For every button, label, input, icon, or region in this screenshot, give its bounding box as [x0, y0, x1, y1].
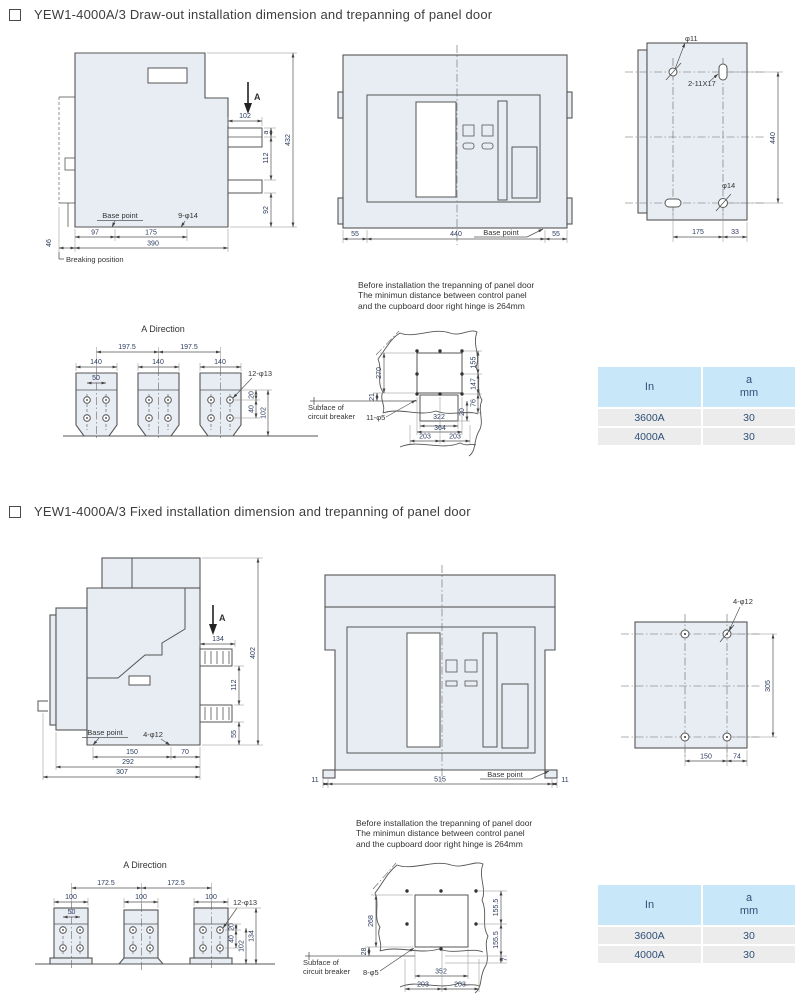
- a-direction-title: A Direction: [123, 860, 167, 870]
- dim-a: a: [263, 130, 270, 135]
- dim-102: 102: [239, 113, 251, 120]
- section-drawout-title: [8, 7, 492, 22]
- dim-364: 364: [434, 425, 446, 432]
- dim-70: 70: [181, 749, 189, 756]
- dim-292: 292: [122, 759, 134, 766]
- checkbox-icon: [9, 506, 21, 518]
- dim-55-left: 55: [351, 231, 359, 238]
- note-line-3: and the cupboard door right hinge is 264mm: [358, 300, 525, 311]
- dim-102: 102: [260, 407, 268, 419]
- dim-100-2: 100: [135, 894, 147, 901]
- dim-432: 432: [285, 134, 292, 146]
- dim-134: 134: [212, 636, 224, 643]
- dim-440: 440: [770, 132, 777, 144]
- dim-100-1: 100: [65, 894, 77, 901]
- cell-a: 30: [703, 409, 795, 426]
- dim-197-1: 197.5: [118, 344, 136, 351]
- drawout-side-view-drawing: [35, 40, 325, 275]
- table-row: [598, 428, 795, 445]
- base-point-label: Base point: [487, 770, 523, 779]
- note-line-1: Before installation the trepanning of panel door: [356, 818, 533, 828]
- section-fixed-title: [8, 504, 471, 519]
- dim-46: 46: [46, 239, 53, 247]
- fixed-side-view-drawing: [25, 545, 310, 795]
- fixed-front-view-drawing: [305, 555, 600, 795]
- dim-150: 150: [126, 749, 138, 756]
- dim-140-3: 140: [214, 359, 226, 366]
- terminal-3: [190, 902, 232, 970]
- dim-76: 76: [470, 399, 478, 407]
- dim-11-left: 11: [311, 777, 319, 784]
- dim-102: 102: [238, 940, 246, 952]
- hole-callout-phi11: φ11: [685, 34, 698, 43]
- drawout-rail: [59, 97, 75, 227]
- dim-20: 20: [248, 391, 256, 399]
- terminal-stubs: [200, 649, 232, 722]
- cell-in: 4000A: [598, 946, 701, 963]
- dim-155-2: 155.5: [493, 931, 500, 949]
- installation-note: [358, 280, 534, 311]
- arrow-a-label: A: [254, 92, 261, 102]
- dim-134: 134: [248, 930, 256, 942]
- dim-390: 390: [147, 240, 159, 248]
- installation-note: [356, 818, 532, 849]
- dim-172-2: 172.5: [167, 880, 185, 887]
- terminal-2: [138, 368, 179, 440]
- drawout-trepanning-drawing: [300, 325, 600, 460]
- dim-140-1: 140: [90, 359, 102, 366]
- dim-515: 515: [434, 776, 446, 784]
- note-line-1: Before installation the trepanning of panel door: [358, 280, 535, 290]
- dim-305: 305: [765, 680, 772, 692]
- dim-7: 7: [502, 957, 509, 962]
- cutout: [415, 349, 463, 421]
- dim-97: 97: [91, 229, 99, 237]
- table-row: [598, 946, 795, 963]
- dim-20: 20: [459, 408, 466, 416]
- hole-callout: 9-φ14: [178, 211, 198, 220]
- dim-112: 112: [231, 679, 238, 691]
- dim-74: 74: [733, 753, 741, 761]
- breaker-body: [38, 558, 200, 745]
- table-header-a-mm: [703, 885, 795, 925]
- table-header-in: In: [598, 885, 701, 925]
- subface-label-1: Subface of: [308, 403, 344, 412]
- dim-172-1: 172.5: [97, 880, 115, 887]
- dim-155-1: 155.5: [493, 898, 500, 917]
- dim-352: 352: [435, 968, 447, 976]
- dim-28: 28: [361, 947, 368, 956]
- terminal-2: [119, 904, 163, 970]
- cell-in: 3600A: [598, 927, 701, 944]
- table-header-in: In: [598, 367, 701, 407]
- fixed-trepanning-drawing: [295, 855, 600, 1003]
- section-title-text: YEW1-4000A/3 Draw-out installation dimension and trepanning of panel door: [34, 7, 493, 22]
- section-title-text: YEW1-4000A/3 Fixed installation dimension and trepanning of panel door: [34, 504, 471, 519]
- base-point-label: Base point: [483, 228, 519, 237]
- breaking-position-label: Breaking position: [66, 255, 124, 264]
- dim-50: 50: [67, 909, 76, 916]
- note-line-3: and the cupboard door right hinge is 264mm: [356, 838, 523, 849]
- labels: [303, 948, 415, 977]
- cell-a: 30: [703, 946, 795, 963]
- dim-270: 270: [376, 367, 383, 379]
- plate-body: [635, 622, 747, 748]
- hole-callout: 4-φ12: [143, 730, 163, 739]
- dim-175: 175: [145, 229, 157, 237]
- dim-440: 440: [450, 231, 462, 238]
- terminal-3: [200, 368, 241, 440]
- dim-33: 33: [731, 229, 739, 236]
- dim-203-2: 203: [454, 981, 466, 989]
- dim-147: 147: [470, 378, 478, 390]
- dimensions: [311, 777, 568, 789]
- dim-203-1: 203: [417, 981, 429, 989]
- base-point-label: Base point: [87, 728, 123, 737]
- a-direction-title: A Direction: [141, 324, 185, 334]
- arrow-a-label: A: [219, 613, 226, 623]
- header-a: a: [745, 892, 753, 904]
- hole-callout: 12-φ13: [233, 898, 258, 907]
- dim-203-2: 203: [449, 433, 461, 441]
- rating-table: [598, 885, 795, 963]
- dim-155: 155: [470, 356, 478, 369]
- cell-in: 3600A: [598, 409, 701, 426]
- cell-a: 30: [703, 927, 795, 944]
- subface-label-2: circuit breaker: [303, 967, 351, 976]
- dim-197-2: 197.5: [180, 344, 198, 351]
- checkbox-icon: [9, 9, 21, 21]
- cell-in: 4000A: [598, 428, 701, 445]
- subface-label-2: circuit breaker: [308, 412, 356, 421]
- view-arrow-a: [209, 605, 226, 635]
- drawout-mounting-plate-drawing: [605, 30, 797, 265]
- table-header-a-mm: [703, 367, 795, 407]
- view-arrow-a: [244, 82, 261, 114]
- drawout-front-view-drawing: [330, 40, 600, 260]
- dim-40: 40: [248, 405, 256, 413]
- breaker-body: [75, 53, 228, 227]
- labels: [480, 770, 549, 779]
- dim-112: 112: [263, 152, 270, 164]
- hole-callout: 12-φ13: [248, 369, 273, 378]
- terminal-stubs: [228, 128, 262, 193]
- header-a: a: [745, 374, 753, 386]
- note-line-2: The minimun distance between control panel: [356, 828, 525, 839]
- header-mm: mm: [739, 905, 759, 917]
- dim-100-3: 100: [205, 894, 217, 901]
- dim-175: 175: [692, 229, 704, 236]
- panel-body: [323, 565, 557, 783]
- subface-label-1: Subface of: [303, 958, 339, 967]
- dim-140-2: 140: [152, 359, 164, 366]
- hole-callout: 4-φ12: [733, 597, 753, 606]
- cutout: [405, 889, 477, 950]
- dim-203-1: 203: [419, 433, 431, 441]
- dim-307: 307: [116, 769, 128, 776]
- dim-150: 150: [700, 753, 712, 761]
- dimensions: [343, 230, 567, 243]
- drawout-a-direction-drawing: [60, 318, 325, 460]
- table-header-row: [598, 367, 795, 407]
- dim-402: 402: [250, 647, 257, 659]
- plate-body: [638, 43, 747, 220]
- fixed-mounting-plate-drawing: [605, 590, 800, 770]
- header-mm: mm: [739, 387, 759, 399]
- rating-table: [598, 367, 795, 445]
- table-row: [598, 409, 795, 426]
- dim-40: 40: [228, 935, 236, 943]
- dim-322: 322: [433, 414, 445, 421]
- panel-body: [338, 45, 572, 245]
- hole-callout: 8-φ5: [363, 968, 379, 977]
- labels: [308, 397, 417, 422]
- base-point-label: Base point: [102, 211, 138, 220]
- dim-55: 55: [231, 730, 238, 738]
- dim-55-right: 55: [552, 231, 560, 238]
- dim-21: 21: [369, 393, 376, 401]
- dim-92: 92: [263, 206, 270, 214]
- fixed-a-direction-drawing: [35, 852, 310, 1002]
- table-header-row: [598, 885, 795, 925]
- dim-268: 268: [368, 915, 375, 927]
- cell-a: 30: [703, 428, 795, 445]
- labels: [474, 228, 543, 237]
- dim-11-right: 11: [561, 777, 569, 784]
- note-line-2: The minimun distance between control panel: [358, 290, 527, 301]
- slot-callout: 2-11X17: [688, 79, 716, 88]
- hole-callout-phi14: φ14: [722, 181, 736, 190]
- dim-20: 20: [228, 923, 236, 931]
- dim-50: 50: [92, 375, 100, 382]
- hole-callout: 11-φ5: [366, 413, 386, 422]
- table-row: [598, 927, 795, 944]
